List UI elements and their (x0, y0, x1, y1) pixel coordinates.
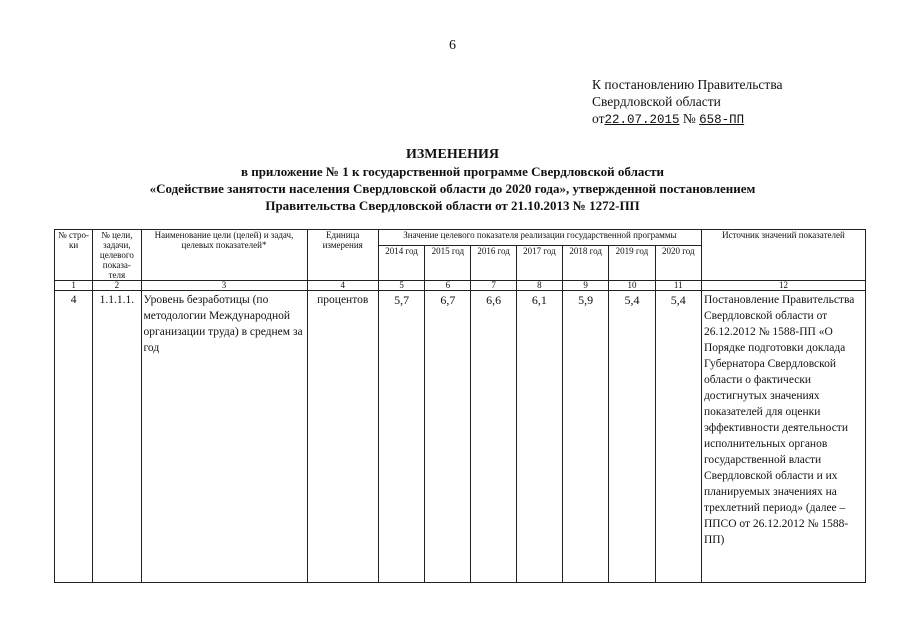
unit-of-measure: процентов (307, 291, 378, 583)
column-number: 5 (378, 281, 424, 291)
header-year: 2020 год (655, 246, 701, 281)
column-number: 2 (93, 281, 141, 291)
header-year: 2017 год (516, 246, 562, 281)
title-line-2: «Содействие занятости населения Свердловской области до 2020 года», утвержденной постановлением (149, 181, 756, 196)
value-2014: 5,7 (378, 291, 424, 583)
value-2020: 5,4 (655, 291, 701, 583)
header-unit: Единица измерения (307, 230, 378, 281)
date-prefix: от (592, 111, 605, 126)
column-numbers-row (55, 281, 866, 291)
goal-number: 1.1.1.1. (93, 291, 141, 583)
header-year: 2014 год (378, 246, 424, 281)
table-row (55, 291, 866, 583)
page-number: 6 (449, 38, 456, 53)
column-number: 7 (471, 281, 516, 291)
column-number: 11 (655, 281, 701, 291)
column-number: 4 (307, 281, 378, 291)
column-number: 1 (55, 281, 93, 291)
attachment-note (592, 76, 892, 129)
header-year: 2019 год (609, 246, 655, 281)
header-name: Наименование цели (целей) и задач, целевых показателей* (141, 230, 307, 281)
value-2015: 6,7 (425, 291, 471, 583)
column-number: 10 (609, 281, 655, 291)
column-number: 12 (701, 281, 865, 291)
header-row (55, 230, 866, 246)
header-goal-no: № цели, задачи, целевого показа-теля (93, 230, 141, 281)
attachment-line-3 (592, 110, 892, 129)
header-source: Источник значений показателей (701, 230, 865, 281)
title-heading: ИЗМЕНЕНИЯ (406, 147, 499, 162)
value-2016: 6,6 (471, 291, 516, 583)
attachment-line-1: К постановлению Правительства (592, 77, 783, 92)
attachment-line-2: Свердловской области (592, 94, 721, 109)
row-number: 4 (55, 291, 93, 583)
column-number: 3 (141, 281, 307, 291)
title-line-1: в приложение № 1 к государственной программе Свердловской области (240, 164, 665, 179)
header-year: 2015 год (425, 246, 471, 281)
value-2018: 5,9 (563, 291, 609, 583)
value-2017: 6,1 (516, 291, 562, 583)
title-line-3: Правительства Свердловской области от 21.10.2013 № 1272-ПП (265, 198, 640, 213)
indicator-name: Уровень безработицы (по методологии Международной организации труда) в среднем за год (141, 291, 307, 583)
header-year: 2018 год (563, 246, 609, 281)
changes-table (54, 229, 866, 583)
header-values-group: Значение целевого показателя реализации государственной программы (378, 230, 701, 246)
decree-number: 658-ПП (699, 113, 745, 127)
header-row-no: № стро-ки (55, 230, 93, 281)
document-title (0, 146, 905, 214)
column-number: 8 (516, 281, 562, 291)
number-prefix: № (682, 111, 696, 126)
header-year: 2016 год (471, 246, 516, 281)
decree-date: 22.07.2015 (604, 113, 680, 127)
column-number: 9 (563, 281, 609, 291)
column-number: 6 (425, 281, 471, 291)
value-2019: 5,4 (609, 291, 655, 583)
indicator-source: Постановление Правительства Свердловской области от 26.12.2012 № 1588-ПП «О Порядке подготовки доклада Губернатора Свердловской области о фактически достигнутых значениях показателей для оценки эффективности деятельности исполнительных органов государственной власти Свердловской области и их планируемых значениях на трехлетний период» (далее – ППСО от 26.12.2012 № 1588-ПП) (701, 291, 865, 583)
